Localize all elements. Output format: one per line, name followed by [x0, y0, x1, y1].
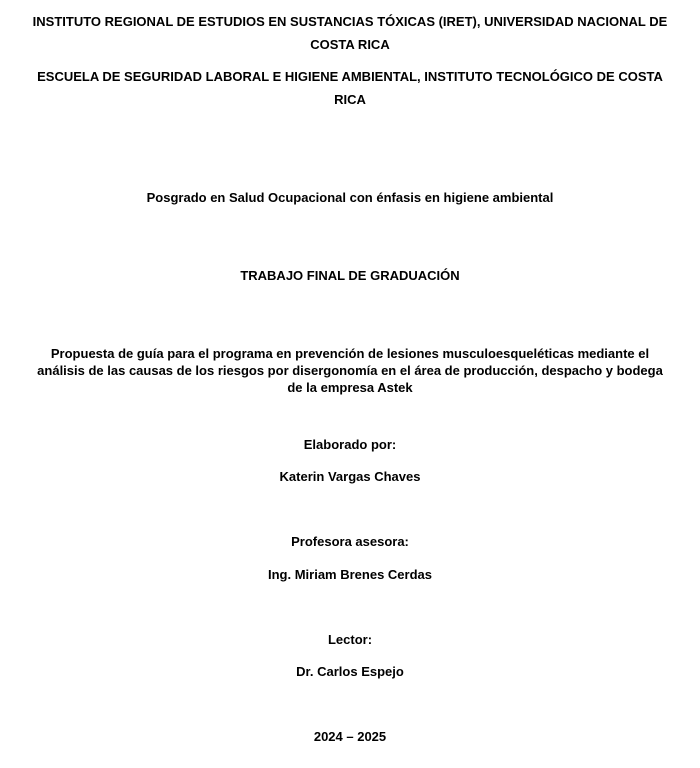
- reader-name: Dr. Carlos Espejo: [296, 664, 404, 679]
- institution-tec-line-1: ESCUELA DE SEGURIDAD LABORAL E HIGIENE AMBIENTAL, INSTITUTO TECNOLÓGICO DE COSTA: [37, 69, 663, 84]
- author-name: Katerin Vargas Chaves: [279, 469, 421, 484]
- document-type: TRABAJO FINAL DE GRADUACIÓN: [240, 268, 460, 283]
- thesis-title: [22, 345, 678, 396]
- academic-period: 2024 – 2025: [313, 729, 387, 744]
- author-label: Elaborado por:: [303, 437, 397, 452]
- institution-iret-line-1: INSTITUTO REGIONAL DE ESTUDIOS EN SUSTANCIAS TÓXICAS (IRET), UNIVERSIDAD NACIONAL DE: [32, 14, 668, 29]
- thesis-title-line-1: Propuesta de guía para el programa en prevención de lesiones musculoesqueléticas mediante el: [50, 346, 650, 361]
- institution-iret-line-2: COSTA RICA: [310, 37, 390, 52]
- thesis-title-line-3: de la empresa Astek: [287, 380, 413, 395]
- advisor-name: Ing. Miriam Brenes Cerdas: [268, 567, 432, 582]
- reader-label: Lector:: [327, 632, 373, 647]
- advisor-label: Profesora asesora:: [291, 534, 409, 549]
- thesis-title-line-2: análisis de las causas de los riesgos por disergonomía en el área de producción, despacho y bodega: [37, 363, 663, 378]
- institution-tec: [22, 65, 678, 111]
- program-name: Posgrado en Salud Ocupacional con énfasis en higiene ambiental: [146, 190, 554, 205]
- institution-tec-line-2: RICA: [334, 92, 366, 107]
- institution-iret: [22, 10, 678, 56]
